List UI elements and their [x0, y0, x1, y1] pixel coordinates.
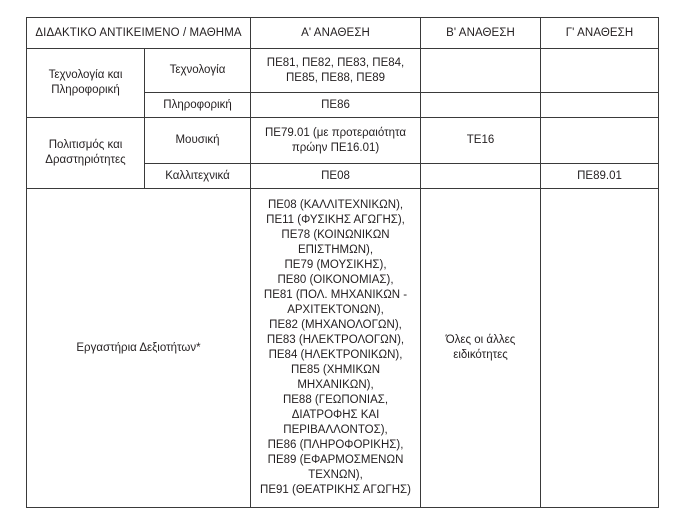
cell-line: ΔΙΑΤΡΟΦΗΣ ΚΑΙ [291, 409, 380, 421]
table-row [27, 49, 659, 93]
cell-line: ΠΕ86 (ΠΛΗΡΟΦΟΡΙΚΗΣ), [267, 439, 404, 451]
c-assignment-cell [541, 189, 659, 508]
table-row [27, 118, 659, 164]
workshops-subject-cell: Εργαστήρια Δεξιοτήτων* [27, 189, 251, 508]
cell-line: ΠΕ78 (ΚΟΙΝΩΝΙΚΩΝ [281, 229, 390, 241]
b-assignment-cell [421, 93, 541, 118]
cell-line: ΜΗΧΑΝΙΚΩΝ), [297, 379, 374, 391]
a-assignment-cell: ΠΕ08 [251, 164, 421, 189]
a-assignment-cell [251, 49, 421, 93]
cell-line: Όλες οι άλλες [445, 334, 516, 346]
cell-line: ΠΕ80 (ΟΙΚΟΝΟΜΙΑΣ), [277, 274, 394, 286]
cell-line: ΠΕ08 (ΚΑΛΛΙΤΕΧΝΙΚΩΝ), [267, 199, 404, 211]
c-assignment-cell: ΠΕ89.01 [541, 164, 659, 189]
b-assignment-cell: ΤΕ16 [421, 118, 541, 164]
cell-line: ΠΕ79.01 (με προτεραιότητα [264, 126, 407, 139]
cell-line: ΠΕ85 (ΧΗΜΙΚΩΝ [290, 364, 381, 376]
c-assignment-cell [541, 93, 659, 118]
a-assignment-cell [251, 118, 421, 164]
group-label-technology: Τεχνολογία και Πληροφορική [27, 49, 145, 118]
subject-cell: Μουσική [145, 118, 251, 164]
cell-line: ΠΕΡΙΒΑΛΛΟΝΤΟΣ), [283, 424, 388, 436]
cell-line: πρώην ΠΕ16.01) [291, 141, 380, 154]
cell-line: ΑΡΧΙΤΕΚΤΟΝΩΝ), [287, 304, 384, 316]
header-row [27, 18, 659, 49]
assignment-table [26, 17, 659, 508]
b-assignment-cell [421, 189, 541, 508]
c-assignment-cell [541, 49, 659, 93]
cell-line: ΠΕ84 (ΗΛΕΚΤΡΟΝΙΚΩΝ), [268, 349, 403, 361]
b-assignment-cell [421, 164, 541, 189]
cell-line: ΤΕΧΝΩΝ), [308, 469, 363, 481]
subject-cell: Καλλιτεχνικά [145, 164, 251, 189]
cell-line: ΠΕ82 (ΜΗΧΑΝΟΛΟΓΩΝ), [269, 319, 402, 331]
cell-line: ΠΕ79 (ΜΟΥΣΙΚΗΣ), [284, 259, 387, 271]
a-assignment-cell: ΠΕ86 [251, 93, 421, 118]
cell-line: ΠΕ83 (ΗΛΕΚΤΡΟΛΟΓΩΝ), [266, 334, 405, 346]
cell-line: ΠΕ89 (ΕΦΑΡΜΟΣΜΕΝΩΝ [267, 454, 404, 466]
subject-cell: Πληροφορική [145, 93, 251, 118]
header-subject: ΔΙΔΑΚΤΙΚΟ ΑΝΤΙΚΕΙΜΕΝΟ / ΜΑΘΗΜΑ [27, 18, 251, 49]
subject-cell: Τεχνολογία [145, 49, 251, 93]
a-assignment-cell [251, 189, 421, 508]
header-c-assignment: Γ' ΑΝΑΘΕΣΗ [541, 18, 659, 49]
cell-line: ΠΕ11 (ΦΥΣΙΚΗΣ ΑΓΩΓΗΣ), [266, 214, 405, 226]
header-b-assignment: Β' ΑΝΑΘΕΣΗ [421, 18, 541, 49]
header-a-assignment: Α' ΑΝΑΘΕΣΗ [251, 18, 421, 49]
cell-line: ΠΕ85, ΠΕ88, ΠΕ89 [285, 71, 386, 84]
b-assignment-cell [421, 49, 541, 93]
cell-line: ΠΕ91 (ΘΕΑΤΡΙΚΗΣ ΑΓΩΓΗΣ) [260, 484, 411, 496]
c-assignment-cell [541, 118, 659, 164]
cell-line: ΕΠΙΣΤΗΜΩΝ), [297, 244, 374, 256]
group-label-culture: Πολιτισμός και Δραστηριότητες [27, 118, 145, 189]
table-row [27, 189, 659, 508]
cell-line: ΠΕ81, ΠΕ82, ΠΕ83, ΠΕ84, [266, 56, 405, 69]
cell-line: ΠΕ81 (ΠΟΛ. ΜΗΧΑΝΙΚΩΝ - [263, 289, 408, 301]
cell-line: ΠΕ88 (ΓΕΩΠΟΝΙΑΣ, [282, 394, 389, 406]
cell-line: ειδικότητες [453, 349, 508, 361]
